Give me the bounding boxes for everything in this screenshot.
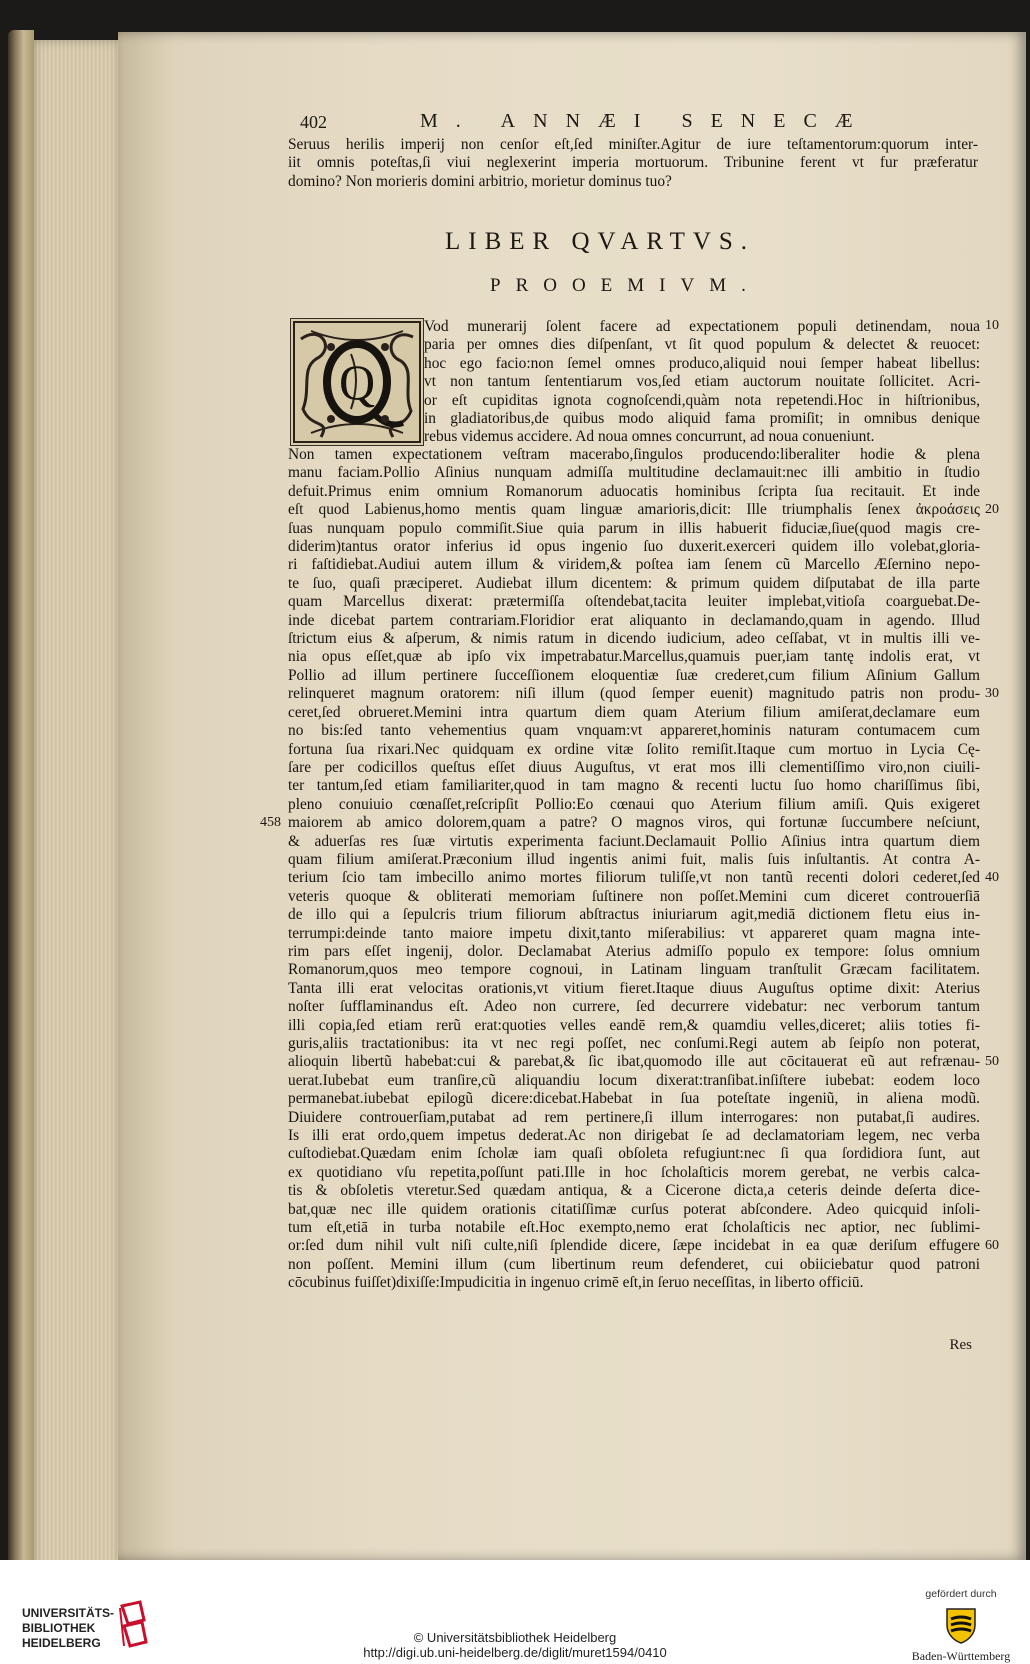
text-line: Non tamen expectationem veſtram macerabo,ſingulos producendo:liberaliter hodie & plena xyxy=(288,446,980,463)
text-line: ter tantum,ſed etiam familiariter,quod in tam magno & recenti luctu ſuo homo chariſſimus ſibi, xyxy=(288,777,980,795)
text-line: veteris quoque & obliterati memoriam ſuſtinere non poſſet.Memini cum diceret controuerſiā xyxy=(288,887,980,905)
decorated-initial-icon xyxy=(291,319,423,445)
text-line: hoc ego facio:non ſemel omnes produco,aliquid noui ſemper habeat libellus: xyxy=(424,354,980,372)
text-line: Romanorum,quos meo tempore cognoui, in Latinam linguam tranſtulit Græcam facilitatem. xyxy=(288,961,980,979)
text-line: Tanta illi erat velocitas orationis,vt vitium fieret.Itaque diuus Auguſtus optime dixit: Aterius xyxy=(288,979,980,997)
text-line: ſtrictum eius & aſperum, & nimis ratum in dicendo iudicium, adeo ceſſabat, vt in multis illi ve- xyxy=(288,630,980,648)
text-line: rebus videmus accidere. Ad noua omnes concurrunt, ad noua conueniunt. xyxy=(424,428,875,446)
text-line: cōcubinus fuiſſet)dixiſſe:Impudicitia in ingenuo crimē eſt,in ſeruo neceſſitas, in liberto officiū. xyxy=(288,1274,864,1292)
sponsor-label: gefördert durch xyxy=(925,1588,997,1600)
permalink[interactable]: http://digi.ub.uni-heidelberg.de/diglit/muret1594/0410 xyxy=(363,1645,667,1660)
text-line: Seruus herilis imperij non cenſor eſt,ſed miniſter.Agitur de iure teſtamentorum:quorum inter- xyxy=(288,136,978,153)
book-title: LIBER QVARTVS. xyxy=(445,228,756,255)
margin-number-20: 20 xyxy=(985,502,999,517)
sponsor-block xyxy=(906,1588,1016,1664)
text-line: maiorem ab amico dolorem,quam a patre? O magnos viros, qui fortunæ ſuccumbere neſciunt, xyxy=(288,814,980,832)
text-line: defuit.Primus enim omnium Romanorum aduocatis hominibus ſcripta ſua recitauit. Et inde xyxy=(288,482,980,500)
text-line: paria per omnes dies diſpenſant, vt ſit quod populum & delectet & reuocet: xyxy=(424,336,980,354)
text-line: te ſuo, quaſi præciperet. Audiebat illum dicentem: & primum quidem diſputabat de illa parte xyxy=(288,574,980,592)
margin-number-50: 50 xyxy=(985,1054,999,1069)
text-line: in gladiatoribus,de quibus modo aliquid fama promiſit; in omnibus denique xyxy=(424,410,980,428)
text-line: permanebat.iubebat epilogũ dicere:dicebat.Habebat in ſua poteſtate ingeniũ, in aliena modũ. xyxy=(288,1090,980,1108)
copyright-block xyxy=(0,1630,1030,1660)
text-line: alioquin libertũ habebat:cui & parebat,& ſic ibat,quomodo ille aut cōcitauerat eũ aut refrænau- xyxy=(288,1053,980,1071)
text-line: illi copia,ſed etiam rerũ erat:quoties velles eandē rem,& quamdiu velles,diceret; aliis toties fi- xyxy=(288,1016,980,1034)
text-line: nia opus eſſet,quæ ab ipſo vix impetrabatur.Marcellus,quamuis puer,iam tantę indolis erat, vt xyxy=(288,648,980,666)
text-line: no bis:ſed tanto vehementius quam vnquam:vt appareret,hominis naturam contumacem cum xyxy=(288,722,980,740)
margin-number-60: 60 xyxy=(985,1238,999,1253)
text-line: non poſſent. Memini illum (cum libertinum reum defenderet, cui obiiciebatur quod patroni xyxy=(288,1255,980,1273)
main-paragraph xyxy=(288,446,980,1293)
book-spine-edge xyxy=(8,30,34,1560)
text-line: ceret,ſed obrueret.Memini intra quartum diem quam Aterium filium amiſerat,declamare eum xyxy=(288,703,980,721)
text-line: terrumpi:deinde tanto maiore impetu dixit,tanto miſerabilius: vt appareret quam magna inte- xyxy=(288,924,980,942)
text-line: or:ſed dum nihil vult niſi culte,niſi ſplendide dicere, ſæpe incidebat in ea quæ deriſum effugere xyxy=(288,1237,980,1255)
text-line: or eſt cupiditas ignota cognoſcendi,quàm nota repetendi.Hoc in hiſtrionibus, xyxy=(424,391,980,409)
text-line: domino? Non morieris domini arbitrio, morietur dominus tuo? xyxy=(288,172,672,190)
text-line: Diuidere controuerſiam,putabat ad rem pertinere,ſi illum interrogares: non putabat,ſi audires. xyxy=(288,1108,980,1126)
text-line: uerat.Iubebat eum tranſire,cũ aliquandiu locum dixerat:tranſibat.inſiſtere iubebat: eodem loco xyxy=(288,1071,980,1089)
opening-paragraph xyxy=(424,318,980,447)
margin-number-40: 40 xyxy=(985,870,999,885)
text-line: pleno conuiuio cœnaſſet,reſcripſit Pollio:Eo cœnaui quo Aterium filium amiſi. Quis exigeret xyxy=(288,795,980,813)
margin-number-458: 458 xyxy=(260,815,281,830)
text-line: terium ſcio tam imbecillo animo mortes filiorum tuliſſe,vt non tantũ recenti dolori cederet,ſed xyxy=(288,869,980,887)
section-title: PROOEMIVM. xyxy=(490,275,761,296)
text-line: quam Marcellus dixerat: prætermiſſa oſtendebat,tacita leuiter implebat,vitioſa coarguebat.De- xyxy=(288,593,980,611)
copyright-text: © Universitätsbibliothek Heidelberg xyxy=(413,1630,617,1645)
text-line: quam filium amiſerat.Præconium illud ingentis animi fuit, malis ſuis inſultantis. At contra A- xyxy=(288,850,980,868)
text-line: vt non tantum ſententiarum vos,ſed etiam auctorum nouitate ſollicitet. Acri- xyxy=(424,373,980,391)
page-stack-edge xyxy=(34,40,120,1560)
margin-number-10: 10 xyxy=(985,318,999,333)
decorated-initial xyxy=(290,318,424,446)
margin-number-30: 30 xyxy=(985,686,999,701)
text-line: tis & obſoletis vteretur.Sed quædam antiqua, & a Cicerone dicta,a ceteris deinde deſerta dice- xyxy=(288,1182,980,1200)
top-paragraph xyxy=(288,136,978,191)
text-line: bat,quæ nec ille quidem orationis citatiſſimæ curſus poterat abſcondere. Adeo quicquid inſoli- xyxy=(288,1200,980,1218)
library-line-2: BIBLIOTHEK xyxy=(22,1621,96,1635)
text-line: manu faciam.Pollio Aſinius nunquam admiſſa multitudine declamauit:nec illi ambitio in ſtudio xyxy=(288,464,980,482)
text-line: Is illi erat ordo,quem impetus dederat.Ac non dirigebat ſe ad declamatoriam legem, nec verba xyxy=(288,1127,980,1145)
text-line: Vod munerarij ſolent facere ad expectationem populi detinendam, noua xyxy=(424,318,980,335)
text-line: ſare per codicillos queſtus eſſet diuus Auguſtus, vt erat mos illi clementiſſimo viro,non ciuili- xyxy=(288,758,980,776)
state-crest-icon xyxy=(941,1605,981,1645)
sponsor-name: Baden-Württemberg xyxy=(911,1649,1011,1663)
text-line: & aduerſas res ſuæ virtutis experimenta faciunt.Declamauit Pollio Aſinius intra quartum diem xyxy=(288,832,980,850)
running-head xyxy=(290,110,980,136)
text-line: eſt quod Labienus,homo mentis quam linguæ amarioris,dicit: Ille triumphalis ſenex ἀκροάσεις xyxy=(288,501,980,519)
text-line: ri faſtidiebat.Audiui autem illum & viridem,& poſtea iam ſenem cũ Marcello Æſernino nepo- xyxy=(288,556,980,574)
catchword: Res xyxy=(949,1337,972,1353)
text-line: de illo qui a ſepulcris trium filiorum abſtractus iniuriarum agit,mediā dictionem fletu eius in- xyxy=(288,906,980,924)
text-line: diderim)tantus orator inferius id opus ingenio ſuo duxerit.exerceri quidem illo volebat,gloria- xyxy=(288,538,980,556)
footer xyxy=(0,1560,1030,1663)
text-line: inde dicebat partem contrariam.Floridior erat aliquanto in declamando,quam in agendo. Illud xyxy=(288,611,980,629)
running-title: M. ANNÆI SENECÆ xyxy=(420,110,871,132)
library-line-3: HEIDELBERG xyxy=(22,1636,101,1650)
page-number: 402 xyxy=(300,112,327,132)
library-line-1: UNIVERSITÄTS- xyxy=(22,1606,115,1620)
text-line: noſter ſufflaminandus eſt. Adeo non currere, ſed decurrere videbatur: nec verborum tantum xyxy=(288,998,980,1016)
text-line: tum eſt,etiā in turba notabile eſt.Hoc exempto,nemo erat ſcholaſticis nec aptior, nec ſublimi- xyxy=(288,1219,980,1237)
text-line: ſuas nunquam populo commiſit.Siue quia parum in illis habuerit fiduciæ,ſiue(quod magis cre- xyxy=(288,519,980,537)
text-line: rim pars eſſet ingenij, dolor. Declamabat Aterius admiſſo populo ex tempore: ſolus omnium xyxy=(288,942,980,960)
text-line: Pollio ad illum pertinere ſucceſſionem eloquentiæ ſuæ crederet,cum filium Aſinium Gallum xyxy=(288,666,980,684)
initial-letter: Q xyxy=(338,354,376,410)
text-line: guris,aliis tractationibus: ita vt nec regi poſſet, nec conſumi.Regi autem ab ſeipſo non poterat, xyxy=(288,1035,980,1052)
text-line: ex quotidiano vſu repetita,poſſunt pati.Ille in hoc ſcholaſticis morem gerebat, ne verbis calca- xyxy=(288,1163,980,1181)
text-line: iit omnis poteſtas,ſi viui neglexerint imperia mortuorum. Tribunine ferent vt fur præferatur xyxy=(288,154,978,172)
text-line: cuſtodiebat.Quædam enim ſcholæ iam quaſi obſoleta refugiunt:nec ſi qua ſordidiora ſunt, aut xyxy=(288,1145,980,1163)
text-line: fortuna ſua rixari.Nec quidquam ex ordine vitæ ſolito remiſit.Itaque cum mortuo in Lycia Cę- xyxy=(288,740,980,758)
text-line: relinqueret magnum oratorem: niſi illum (quod ſemper euenit) magnitudo patris non produ- xyxy=(288,685,980,703)
